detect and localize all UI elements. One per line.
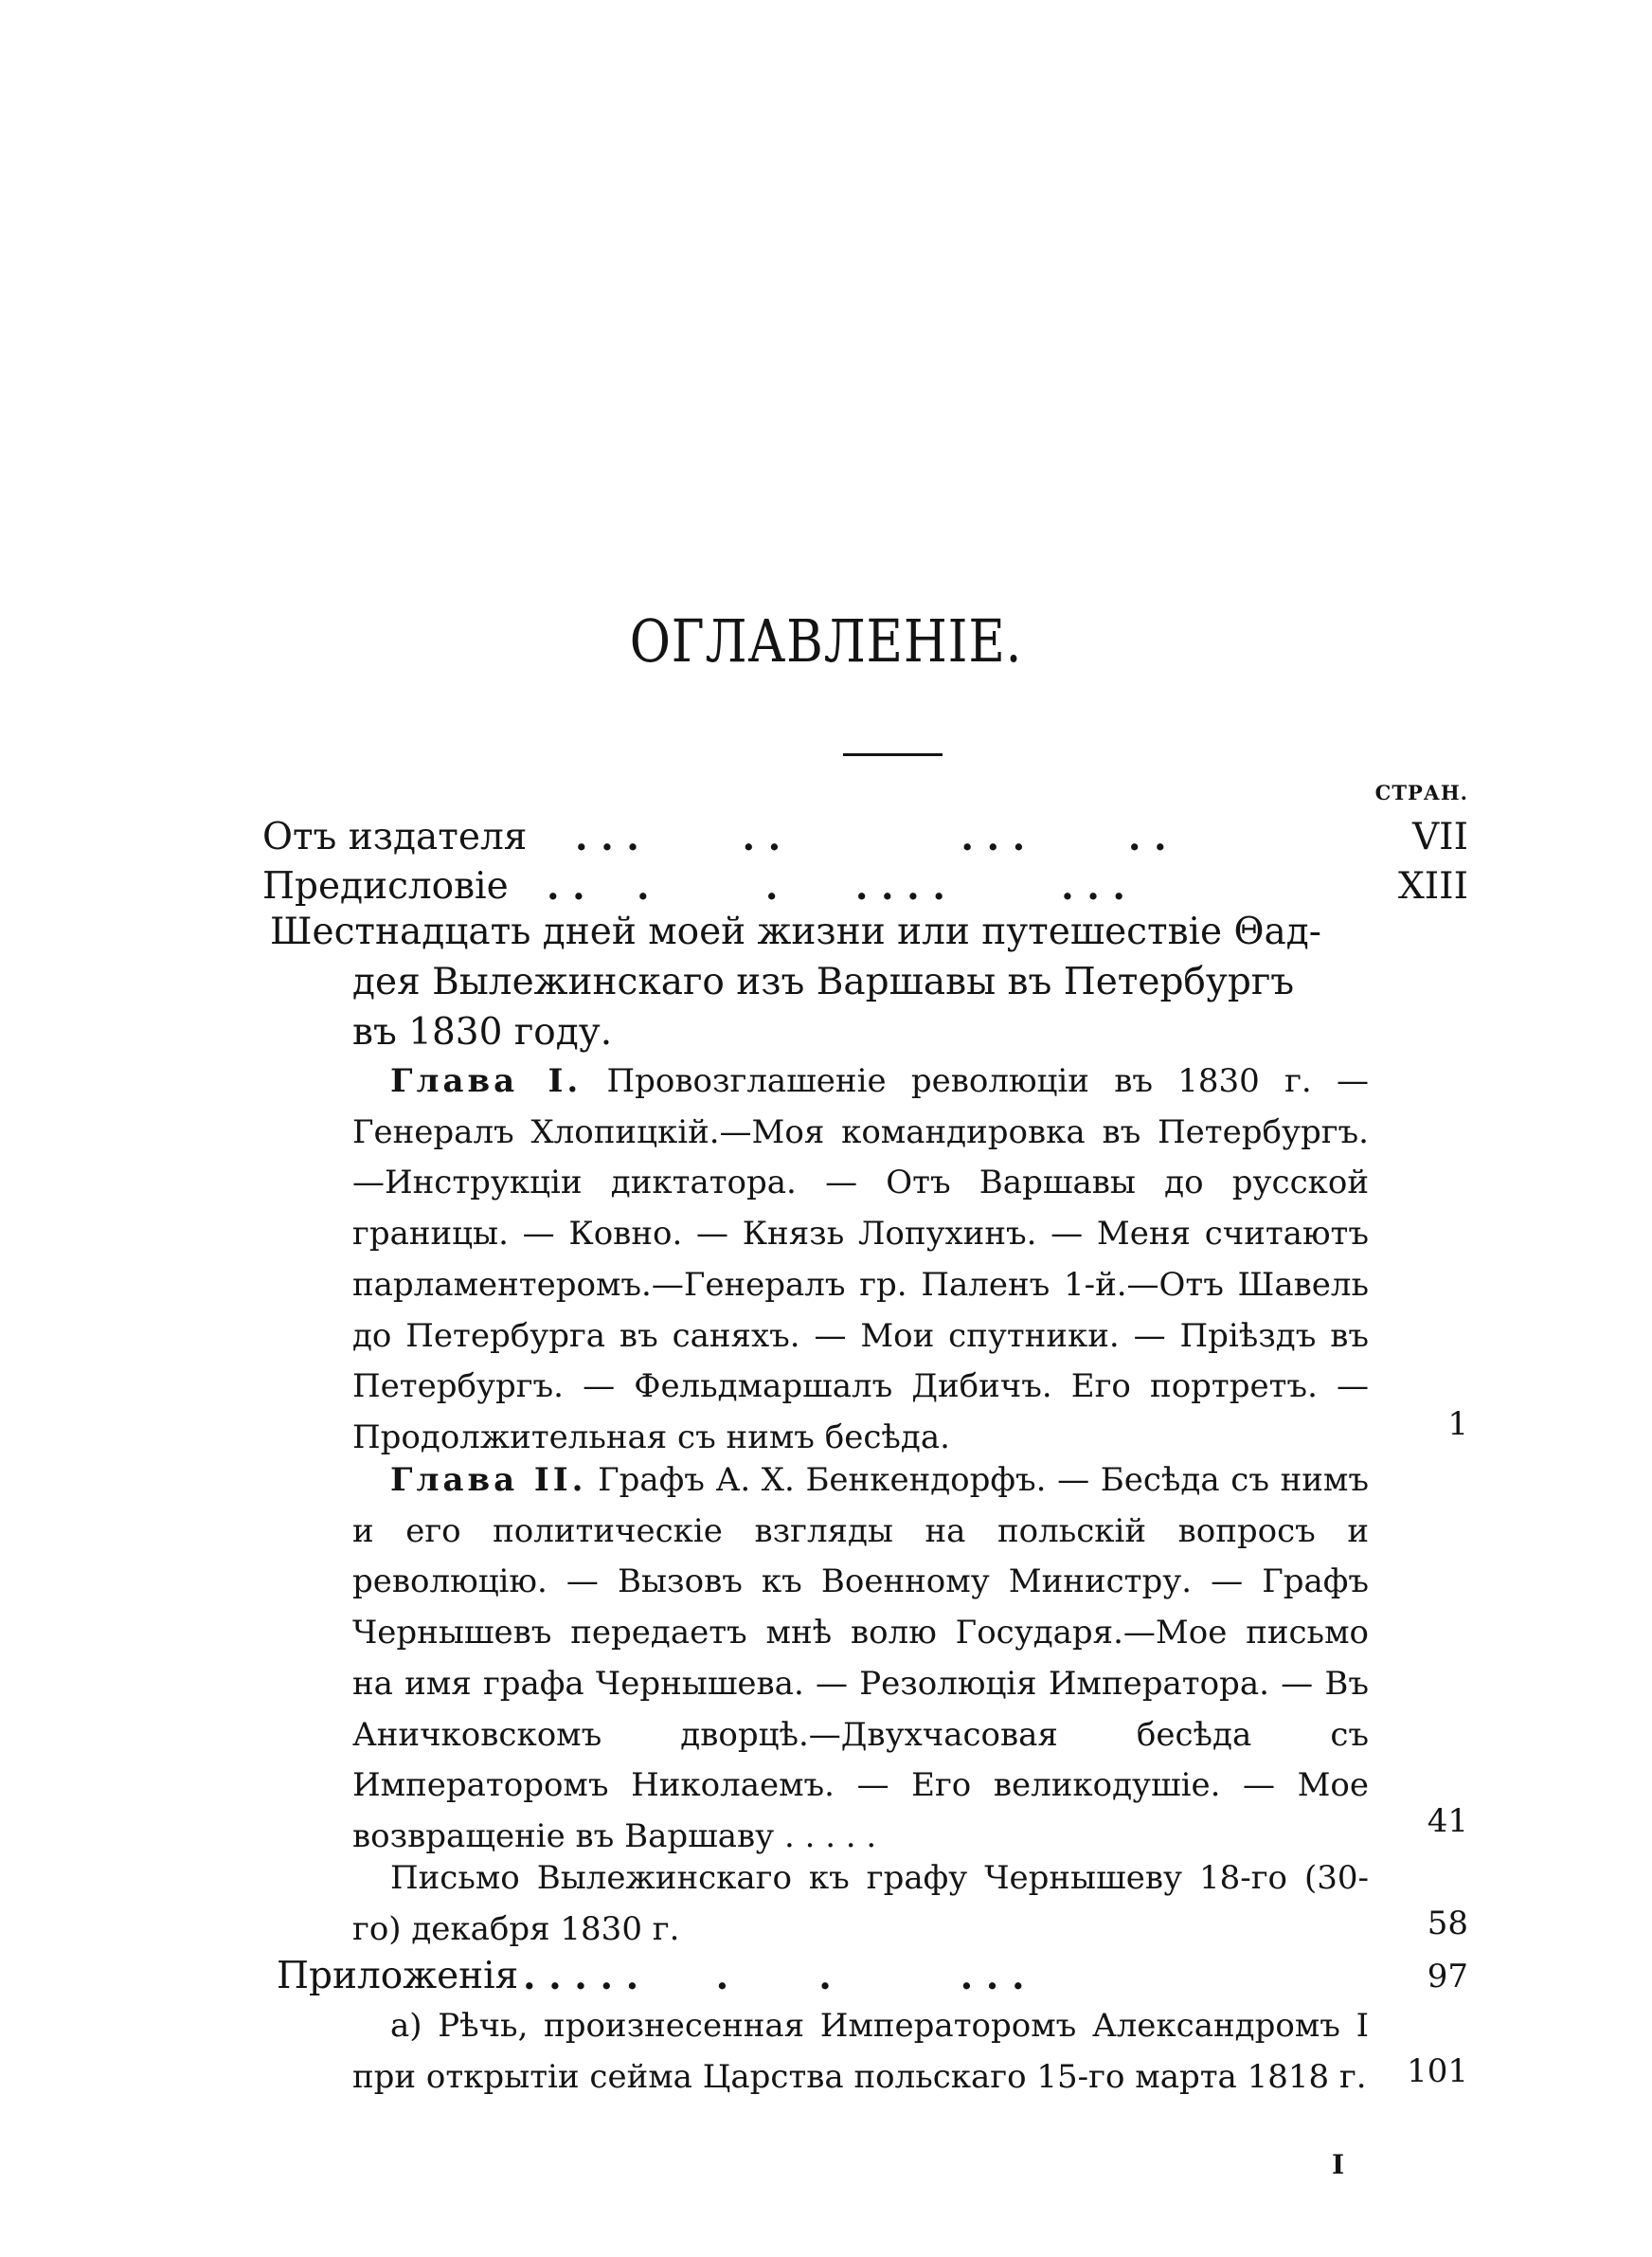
chapter-1-page: 1 bbox=[1447, 1405, 1468, 1443]
letter-page: 58 bbox=[1427, 1905, 1468, 1942]
toc-entry-publisher bbox=[262, 813, 1468, 862]
chapter-2-page: 41 bbox=[1427, 1802, 1468, 1840]
toc-entry-dots: . . . . . . . . . . . bbox=[547, 865, 1125, 909]
toc-entry-label: Предисловіе bbox=[262, 865, 509, 908]
letter-text: Письмо Вылежинскаго къ графу Чернышеву 18-го (30-го) декабря 1830 г. bbox=[352, 1859, 1369, 1948]
main-title-line-1: Шестнадцать дней моей жизни или путешествіе Θад- bbox=[270, 911, 1321, 953]
signature-mark: I bbox=[1332, 2149, 1345, 2180]
chapter-heading: Глава II. bbox=[390, 1461, 587, 1499]
toc-entry-label: Приложенія bbox=[277, 1955, 519, 1997]
toc-entry-preface bbox=[262, 862, 1468, 912]
chapter-text: Провозглашеніе революціи въ 1830 г. — Генералъ Хлопицкій.—Моя командировка въ Петербургъ.—Инструкціи диктатора. — Отъ Варшавы до русской границы. — Ковно. — Князь Лопухинъ. — Меня считаютъ парламентеромъ.—Генералъ гр. Паленъ 1-й.—Отъ Шавель до Петербурга въ саняхъ. — Мои спутники. — Пріѣздъ въ Петербургъ. — Фельдмаршалъ Дибичъ. Его портретъ. — Продолжительная съ нимъ бесѣда. bbox=[352, 1062, 1369, 1456]
appendix-text: а) Рѣчь, произнесенная Императоромъ Александромъ I при открытіи сейма Царства польскаго 15-го марта 1818 г. bbox=[352, 2007, 1369, 2096]
page-title: ОГЛАВЛЕНІЕ. bbox=[629, 606, 1023, 676]
title-divider bbox=[843, 753, 943, 756]
chapter-2-summary bbox=[352, 1455, 1369, 1863]
chapter-text: Графъ А. Х. Бенкендорфъ. — Бесѣда съ нимъ и его политическіе взгляды на польскій вопросъ и революцію. — Вызовъ къ Военному Министру. — Графъ Чернышевъ передаетъ мнѣ волю Государя.—Мое письмо на имя графа Чернышева. — Резолюція Императора. — Въ Аничковскомъ дворцѣ.—Двухчасовая бесѣда съ Императоромъ Николаемъ. — Его великодушіе. — Мое возвращеніе въ Варшаву . . . . . bbox=[352, 1461, 1369, 1855]
toc-entry-page: VII bbox=[1412, 816, 1468, 858]
chapter-heading: Глава I. bbox=[390, 1062, 583, 1100]
toc-entry-appendix bbox=[277, 1952, 1468, 2001]
toc-entry-dots: . . . . . . . . . . bbox=[575, 816, 1167, 859]
appendix-item-a bbox=[352, 2001, 1369, 2103]
letter-summary bbox=[352, 1853, 1369, 1955]
page-column-label: СТРАН. bbox=[1374, 781, 1468, 804]
toc-entry-dots: . . . . . . . . . . bbox=[523, 1955, 1025, 1998]
appendix-item-page: 101 bbox=[1407, 2052, 1468, 2090]
toc-entry-page: 97 bbox=[1427, 1958, 1468, 1995]
chapter-1-summary bbox=[352, 1056, 1369, 1464]
toc-entry-label: Отъ издателя bbox=[262, 816, 528, 858]
toc-entry-page: XIII bbox=[1398, 865, 1468, 908]
main-title-line-2: дея Вылежинскаго изъ Варшавы въ Петербургъ bbox=[352, 961, 1295, 1003]
main-title-line-3: въ 1830 году. bbox=[352, 1011, 613, 1054]
